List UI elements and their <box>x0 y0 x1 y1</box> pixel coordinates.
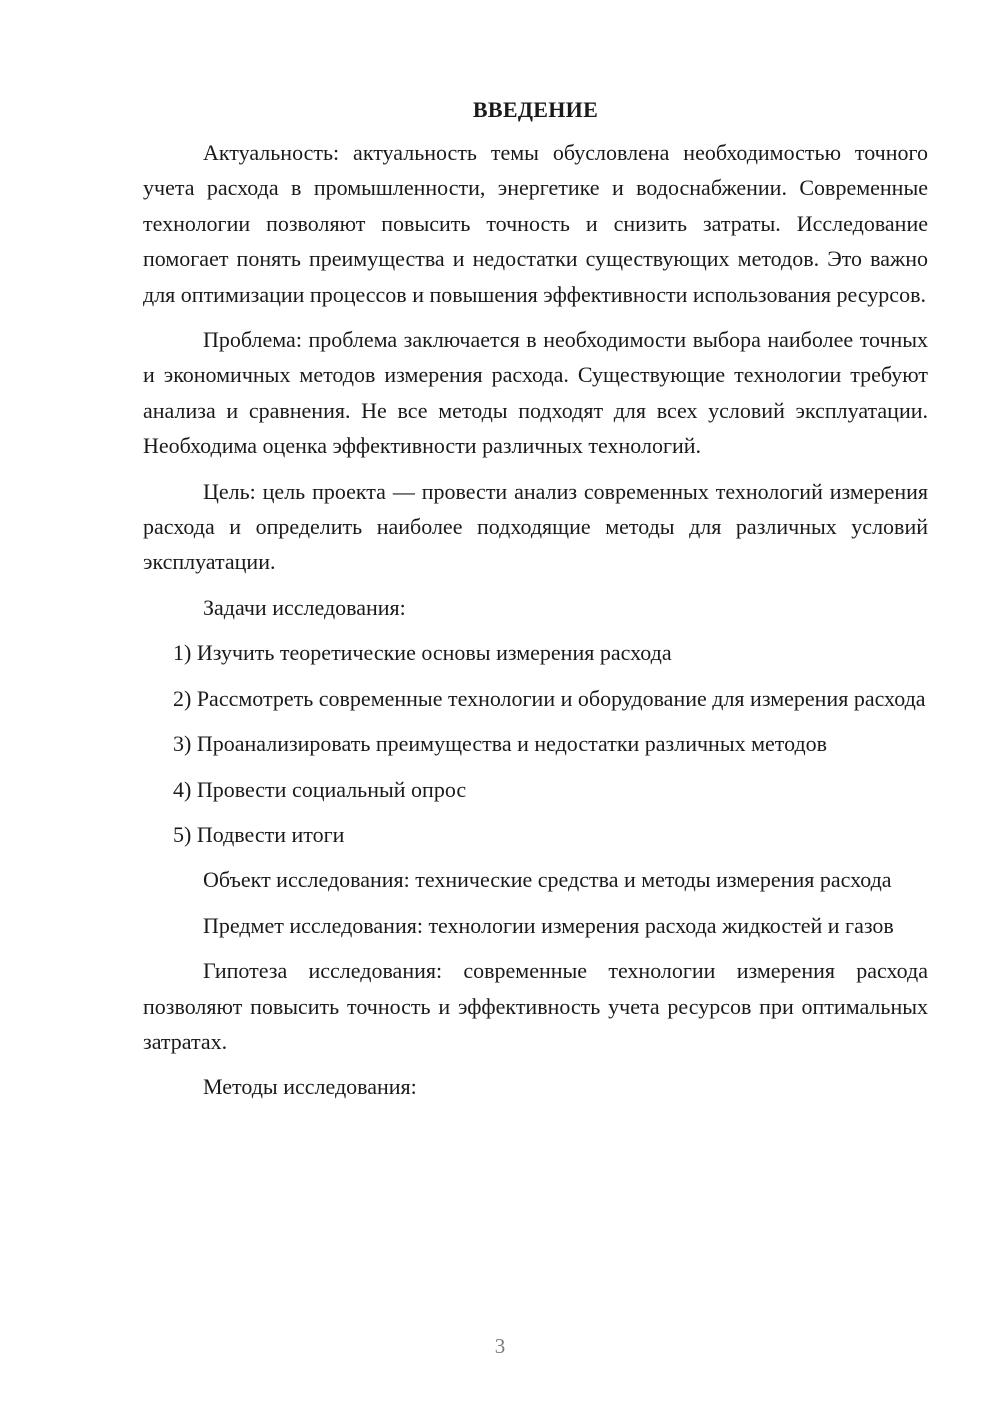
document-page <box>143 92 928 1115</box>
paragraph-goal: Цель: цель проекта — провести анализ современных технологий измерения расхода и определить наиболее подходящие методы для различных условий эксплуатации. <box>143 478 928 575</box>
task-item: 5) Подвести итоги <box>173 821 345 847</box>
task-item: 2) Рассмотреть современные технологии и оборудование для измерения расхода <box>173 685 926 711</box>
paragraph-methods: Методы исследования: <box>203 1074 417 1100</box>
task-item: 1) Изучить теоретические основы измерения расхода <box>173 640 672 666</box>
paragraph-subject: Предмет исследования: технологии измерения расхода жидкостей и газов <box>203 912 894 938</box>
task-item: 3) Проанализировать преимущества и недостатки различных методов <box>173 731 828 757</box>
paragraph-relevance: Актуальность: актуальность темы обусловлена необходимостью точного учета расхода в промышленности, энергетике и водоснабжении. Современные технологии позволяют повысить точность и снизить затраты. Исследование помогает понять преимущества и недостатки существующих методов. Это важно для оптимизации процессов и повышения эффективности использования ресурсов. <box>143 140 928 307</box>
paragraph-object: Объект исследования: технические средства и методы измерения расхода <box>203 867 892 893</box>
section-heading: ВВЕДЕНИЕ <box>472 97 599 122</box>
paragraph-hypothesis: Гипотеза исследования: современные технологии измерения расхода позволяют повысить точность и эффективность учета ресурсов при оптимальных затратах. <box>143 958 928 1054</box>
paragraph-tasks-intro: Задачи исследования: <box>203 594 406 620</box>
page-number: 3 <box>494 1334 506 1358</box>
paragraph-problem: Проблема: проблема заключается в необходимости выбора наиболее точных и экономичных методов измерения расхода. Существующие технологии требуют анализа и сравнения. Не все методы подходят для всех условий эксплуатации. Необходима оценка эффективности различных технологий. <box>143 327 928 459</box>
task-item: 4) Провести социальный опрос <box>173 776 467 802</box>
